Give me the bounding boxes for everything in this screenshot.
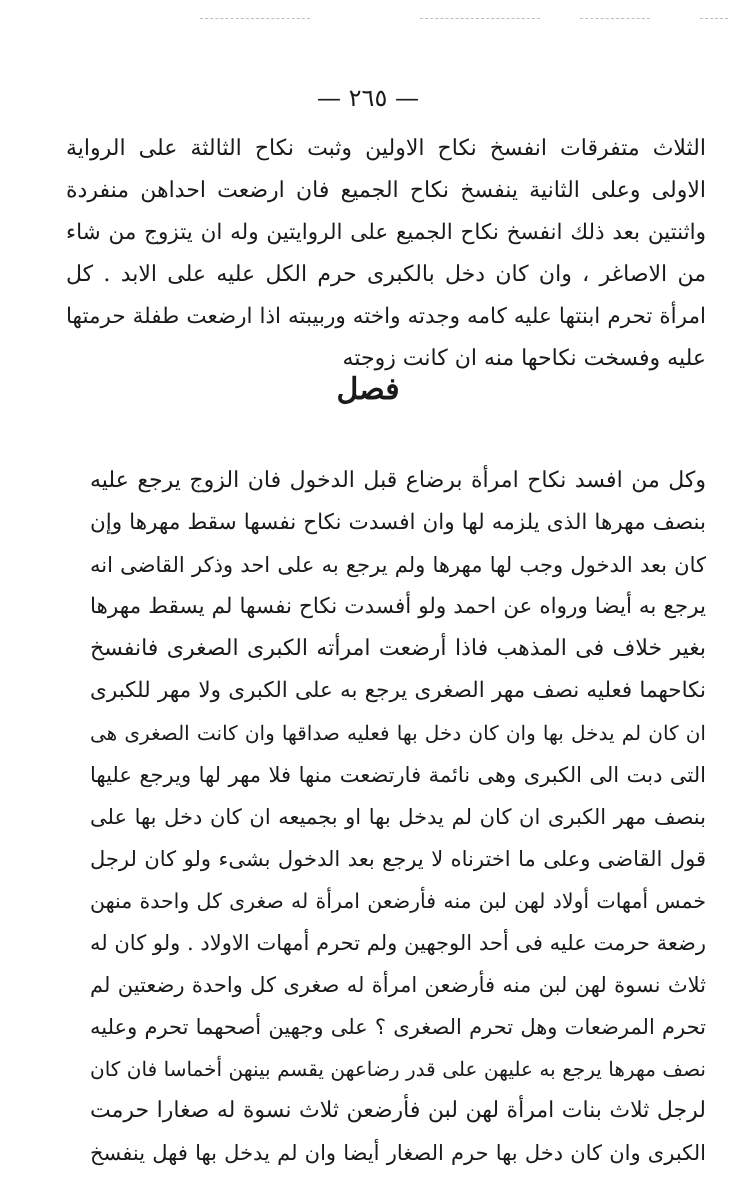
text-line: نصف مهرها يرجع به عليهن على قدر رضاعهن يقسم بينهن أخماسا فان كان <box>90 1057 706 1081</box>
top-edge-mark <box>580 18 650 19</box>
text-line: يرجع به أيضا ورواه عن احمد ولو أفسدت نكاح نفسها لم يسقط مهرها <box>90 594 706 619</box>
text-line: خمس أمهات أولاد لهن لبن منه فأرضعن امرأة له صغرى كل واحدة منهن <box>90 889 706 913</box>
text-line: من الاصاغر ، وان كان دخل بالكبرى حرم الكل عليه على الابد . كل <box>66 262 706 287</box>
top-edge-mark <box>700 18 728 19</box>
text-line: تحرم المرضعات وهل تحرم الصغرى ؟ على وجهين أصحهما تحرم وعليه <box>90 1015 706 1039</box>
text-line: الاولى وعلى الثانية ينفسخ نكاح الجميع فان ارضعت احداهن منفردة <box>66 178 706 203</box>
text-line: ان كان لم يدخل بها وان كان دخل بها فعليه صداقها وان كانت الصغرى هى <box>90 721 706 745</box>
text-line: بغير خلاف فى المذهب فاذا أرضعت امرأته الكبرى الصغرى فانفسخ <box>90 636 706 661</box>
top-edge-mark <box>200 18 310 19</box>
text-line: واثنتين بعد ذلك انفسخ نكاح الجميع على الروايتين وله ان يتزوج من شاء <box>66 220 706 245</box>
top-edge-mark <box>420 18 540 19</box>
text-line: لرجل ثلاث بنات امرأة لهن لبن فأرضعن ثلاث نسوة له صغارا حرمت <box>90 1098 706 1123</box>
text-line: التى دبت الى الكبرى وهى نائمة فارتضعت منها فلا مهر لها ويرجع عليها <box>90 763 706 787</box>
text-line: وكل من افسد نكاح امرأة برضاع قبل الدخول فان الزوج يرجع عليه <box>90 468 706 493</box>
paragraph-1 <box>66 128 706 380</box>
text-line: بنصف مهرها الذى يلزمه لها وان افسدت نكاح نفسها سقط مهرها وإن <box>90 510 706 535</box>
text-line: الثلاث متفرقات انفسخ نكاح الاولين وثبت نكاح الثالثة على الرواية <box>66 136 706 161</box>
text-line: عليه وفسخت نكاحها منه ان كانت زوجته <box>342 346 706 371</box>
text-line: رضعة حرمت عليه فى أحد الوجهين ولم تحرم أمهات الاولاد . ولو كان له <box>90 931 706 955</box>
paragraph-2 <box>90 460 706 1174</box>
text-line: كان بعد الدخول وجب لها مهرها ولم يرجع به على احد وذكر القاضى انه <box>90 553 706 577</box>
text-line: الكبرى وان كان دخل بها حرم الصغار أيضا وان لم يدخل بها فهل ينفسخ <box>90 1141 706 1165</box>
text-line: امرأة تحرم ابنتها عليه كامه وجدته واخته وربيبته اذا ارضعت طفلة حرمتها <box>66 304 706 329</box>
text-line: نكاحهما فعليه نصف مهر الصغرى يرجع به على الكبرى ولا مهر للكبرى <box>90 678 706 703</box>
page-number: — ٢٦٥ — <box>317 84 419 112</box>
section-heading: فصل <box>336 372 400 407</box>
text-line: قول القاضى وعلى ما اخترناه لا يرجع بعد الدخول بشىء ولو كان لرجل <box>90 847 706 871</box>
text-line: ثلاث نسوة لهن لبن منه فأرضعن امرأة له صغرى كل واحدة رضعتين لم <box>90 973 706 997</box>
text-line: بنصف مهر الكبرى ان كان لم يدخل بها او بجميعه ان كان دخل بها على <box>90 805 706 829</box>
